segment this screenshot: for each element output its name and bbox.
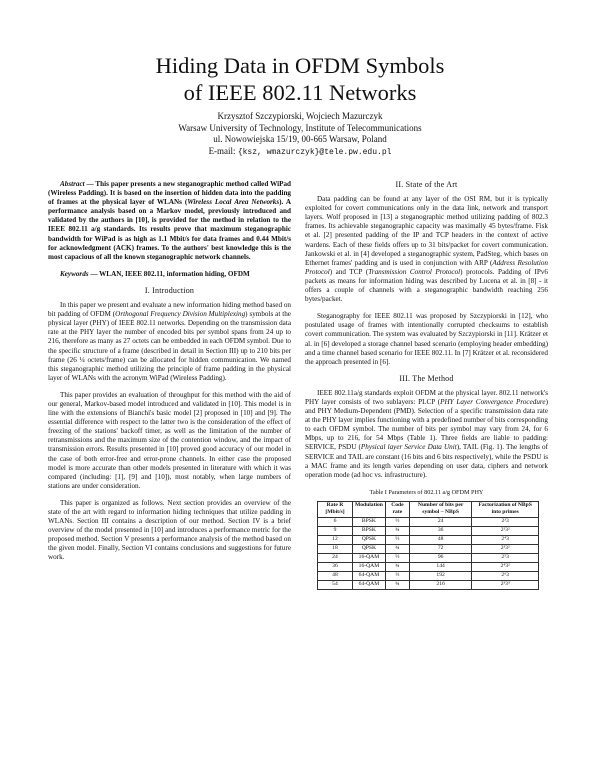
paragraph: Data padding can be found at any layer of the OSI RM, but it is typically exploited for covert communications only in the data link, network and transport layers. Wolf proposed in [13] a steganographic method utilizing padding of 802.3 frames. Its achievable steganographic capacity was maximally 45 bytes/frame. Fisk et al. [2] presented padding of the IP and TCP headers in the context of active wardens. Each of these fields offers up to 31 bits/packet for covert communication. Jankowski et al. in [4] developed a steganographic system, PadSteg, which bases on Ethernet frames' padding and is used in conjunction with ARP (Address Resolution Protocol) and TCP (Transmission Control Protocol) protocols. Padding of IPv6 packets as means for information hiding was described by Lucena et al. in [8] - it offers a couple of channels with a steganographic bandwidth reaching 256 bytes/packet.: [305, 195, 548, 304]
table-cell: ¾: [385, 580, 409, 589]
table-cell: ¾: [385, 562, 409, 571]
paragraph: Steganography for IEEE 802.11 was proposed by Szczypiorski in [12], who postulated usage of frames with intentionally corrupted checksums to establish covert communication. The system was evaluated by Szczypiorski in [11]. Krätzer et al. in [6] developed a storage channel based scenario (employing header embedding) and a time channel based scenario for IEEE 802.11. In [7] Krätzer et al. reconsidered the approach presented in [6].: [305, 312, 548, 366]
table-cell: QPSK: [352, 544, 385, 553]
author-names: Krzysztof Szczypiorski, Wojciech Mazurczyk: [217, 111, 383, 121]
table-header-row: [318, 501, 539, 517]
table-cell: 2⁶3: [472, 571, 539, 580]
title-line-1: Hiding Data in OFDM Symbols: [155, 53, 445, 78]
paragraph: In this paper we present and evaluate a new information hiding method based on bit padding of OFDM (Orthogonal Frequency Division Multiplexing) symbols at the physical layer (PHY) of IEEE 802.11 networks. Depending on the transmission data rate at the PHY layer the number of encoded bits per symbol spans from 24 up to 216, therefore as many as 27 octets can be embedded in each OFDM symbol. Due to the specific structure of a frame (described in detail in Section III) up to 210 bits per frame (26 ¼ octets/frame) can be allocated for hidden communication. We named this steganographic method utilizing the principle of frame padding in the physical layer of WLANs with the acronym WiPad (Wireless Padding).: [48, 301, 291, 382]
table-row: [318, 562, 539, 571]
paragraph: This paper provides an evaluation of throughput for this method with the aid of our general, Markov-based model introduced and validated in [10]. This model is in line with the extensions of Bianchi's basic model [2] proposed in [10] and [9]. The essential difference with respect to the latter two is the consideration of the effect of freezing of the stations' backoff timer, as well as the limitation of the number of retransmissions and the maximum size of the contention window, and the impact of transmission errors. Results presented in [10] proved good accuracy of our model in the case of both error-free and error-prone channels. In either case the proposed model is more accurate than other models presented in literature with which it was compared (including: [1], [9] and [10]), most notably, when large numbers of stations are under consideration.: [48, 390, 291, 490]
table-cell: ½: [385, 517, 409, 526]
table-cell: 16-QAM: [352, 553, 385, 562]
table-cell: BPSK: [352, 526, 385, 535]
table-cell: 72: [409, 544, 471, 553]
paragraph: This paper is organized as follows. Next section provides an overview of the state of the art with regard to information hiding techniques that utilize padding in WLANs. Section III contains a description of our method. Section IV is a brief overview of the model presented in [10] and introduces a performance metric for the proposed method. Section V presents a performance analysis of the method based on the given model. Finally, Section VI contains conclusions and suggestions for future work.: [48, 498, 291, 562]
title-line-2: of IEEE 802.11 Networks: [183, 80, 417, 105]
table-cell: ¾: [385, 526, 409, 535]
table-cell: BPSK: [352, 517, 385, 526]
table-header-cell: Code rate: [385, 501, 409, 517]
table-cell: 144: [409, 562, 471, 571]
table-cell: 2⁴3: [472, 535, 539, 544]
table-cell: 2³3³: [472, 580, 539, 589]
section-heading-method: III. The Method: [399, 373, 454, 383]
table-cell: ¾: [385, 544, 409, 553]
paragraph: IEEE 802.11a/g standards exploit OFDM at the physical layer. 802.11 network's PHY layer consists of two sublayers: PLCP (PHY Layer Convergence Procedure) and PHY Medium-Dependent (PMD). Selection of a specific transmission data rate at the PHY layer implies functioning with a predefined number of bits corresponding to each OFDM symbol. The number of bits per symbol may vary from 24, for 6 Mbps, up to 216, for 54 Mbps (Table 1). Three fields are liable to padding: SERVICE, PSDU (Physical layer Service Data Unit), TAIL (Fig. 1). The lengths of SERVICE and TAIL are constant (16 bits and 6 bits respectively), while the PSDU is a MAC frame and its length varies depending on user data, ciphers and network operation mode (ad hoc vs. infrastructure).: [305, 388, 549, 479]
abstract-label: Abstract: [60, 180, 85, 188]
table-cell: 2⁴3²: [472, 562, 539, 571]
table-cell: 2³3: [472, 517, 539, 526]
table-cell: 48: [409, 535, 471, 544]
section-heading-introduction: I. Introduction: [144, 285, 195, 295]
email-address: {ksz, wmazurczyk}@tele.pw.edu.pl: [237, 147, 392, 157]
table-cell: 36: [318, 562, 353, 571]
email-label: E-mail:: [208, 145, 238, 156]
address: ul. Nowowiejska 15/19, 00-665 Warsaw, Poland: [213, 134, 387, 144]
table-cell: ⅔: [385, 571, 409, 580]
table-cell: 24: [409, 517, 471, 526]
table-cell: 2²3²: [472, 526, 539, 535]
table-row: [318, 544, 539, 553]
table-cell: 18: [318, 544, 353, 553]
affiliation: Warsaw University of Technology, Institute of Telecommunications: [178, 122, 422, 133]
author-block: [0, 111, 600, 158]
left-column: [48, 180, 291, 563]
table-cell: 2³3²: [472, 544, 539, 553]
table-cell: ½: [385, 535, 409, 544]
table-header-cell: Number of bits per symbol – NBpS: [409, 501, 471, 517]
right-column: [305, 180, 548, 590]
table-row: [318, 571, 539, 580]
table-cell: 12: [318, 535, 353, 544]
paper-title: [0, 52, 600, 106]
table-cell: QPSK: [352, 535, 385, 544]
keywords: Keywords — WLAN, IEEE 802.11, information hiding, OFDM: [60, 269, 250, 278]
table-cell: 216: [409, 580, 471, 589]
table-row: [318, 526, 539, 535]
abstract: Abstract — This paper presents a new steganographic method called WiPad (Wireless Padding). It is based on the insertion of hidden data into the padding of frames at the physical layer of WLANs (Wireless Local Area Networks). A performance analysis based on a Markov model, previously introduced and validated by the authors in [10], is provided for the method in relation to the IEEE 802.11 a/g standards. Its results prove that maximum steganographic bandwidth for WiPad is as high as 1.1 Mbit/s for data frames and 0.44 Mbit/s for acknowledgment (ACK) frames. To the authors' best knowledge this is the most capacious of all the known steganographic network channels.: [48, 180, 291, 261]
table-row: [318, 535, 539, 544]
table-cell: 24: [318, 553, 353, 562]
table-header-cell: Modulation: [352, 501, 385, 517]
table-cell: 48: [318, 571, 353, 580]
table-cell: 64-QAM: [352, 571, 385, 580]
table-header-cell: Factorization of NBpS into primes: [472, 501, 539, 517]
table-caption: Table I Parameters of 802.11 a/g OFDM PHY: [369, 488, 484, 496]
email-line: [0, 146, 600, 159]
table-cell: 2⁵3: [472, 553, 539, 562]
table-cell: 16-QAM: [352, 562, 385, 571]
table-cell: 64-QAM: [352, 580, 385, 589]
table-row: [318, 553, 539, 562]
table-row: [318, 580, 539, 589]
table-cell: 192: [409, 571, 471, 580]
table-cell: 6: [318, 517, 353, 526]
table-header-cell: Rate R [Mbit/s]: [318, 501, 353, 517]
keywords-label: Keywords: [60, 269, 89, 278]
table-cell: 54: [318, 580, 353, 589]
section-heading-state-of-art: II. State of the Art: [395, 180, 458, 189]
table-cell: 96: [409, 553, 471, 562]
ofdm-parameters-table: [317, 501, 539, 590]
table-cell: 9: [318, 526, 353, 535]
table-cell: ½: [385, 553, 409, 562]
table-row: [318, 517, 539, 526]
table-cell: 36: [409, 526, 471, 535]
